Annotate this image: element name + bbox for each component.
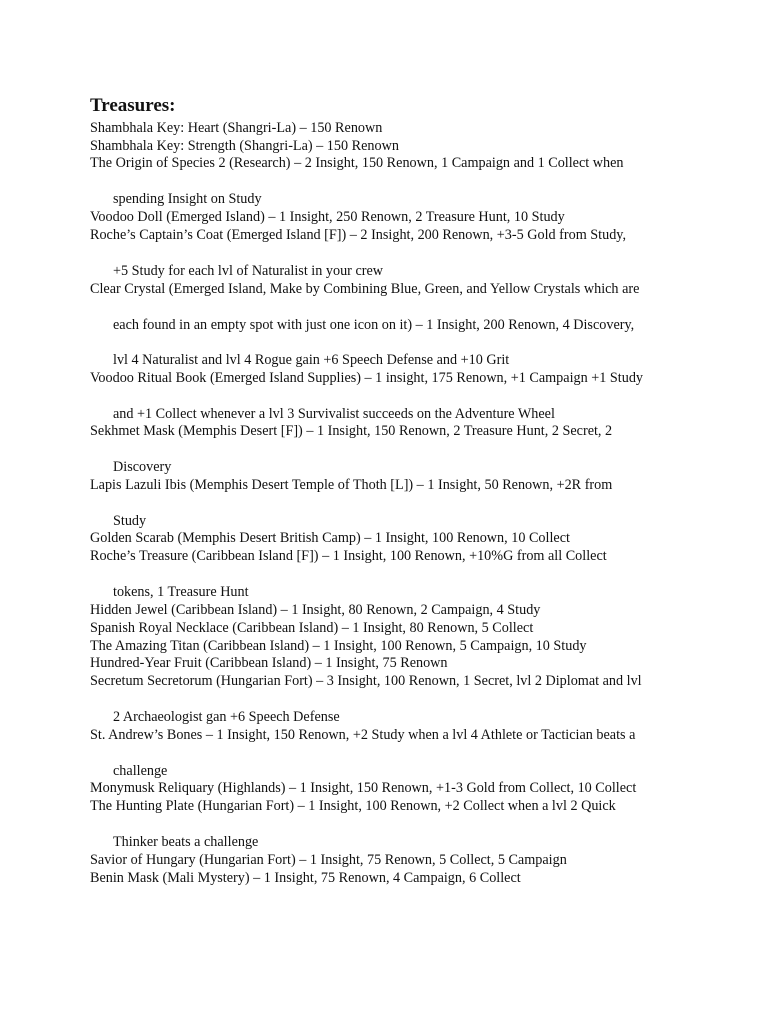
treasure-entry: Roche’s Captain’s Coat (Emerged Island [F]) – 2 Insight, 200 Renown, +3-5 Gold from Study, bbox=[90, 227, 627, 243]
treasure-entry-continuation: and +1 Collect whenever a lvl 3 Survivalist succeeds on the Adventure Wheel bbox=[113, 406, 555, 422]
treasure-entry-continuation: +5 Study for each lvl of Naturalist in your crew bbox=[113, 263, 384, 279]
page-heading: Treasures: bbox=[90, 95, 176, 116]
treasure-entry: Shambhala Key: Heart (Shangri-La) – 150 Renown bbox=[90, 120, 383, 136]
treasure-entry-continuation: lvl 4 Naturalist and lvl 4 Rogue gain +6 Speech Defense and +10 Grit bbox=[113, 352, 510, 368]
treasure-entry: Golden Scarab (Memphis Desert British Camp) – 1 Insight, 100 Renown, 10 Collect bbox=[90, 530, 570, 546]
treasure-entry: The Hunting Plate (Hungarian Fort) – 1 Insight, 100 Renown, +2 Collect when a lvl 2 Quick bbox=[90, 798, 616, 814]
treasure-entry: Shambhala Key: Strength (Shangri-La) – 150 Renown bbox=[90, 138, 399, 154]
treasure-entry-continuation: 2 Archaeologist gan +6 Speech Defense bbox=[113, 709, 340, 725]
treasure-entry-continuation: Study bbox=[113, 513, 147, 529]
treasure-entry: Secretum Secretorum (Hungarian Fort) – 3 Insight, 100 Renown, 1 Secret, lvl 2 Diplomat and lvl bbox=[90, 673, 642, 689]
treasure-entry-continuation: Thinker beats a challenge bbox=[113, 834, 259, 850]
treasure-entry: Roche’s Treasure (Caribbean Island [F]) – 1 Insight, 100 Renown, +10%G from all Collect bbox=[90, 548, 607, 564]
treasure-entry: Monymusk Reliquary (Highlands) – 1 Insight, 150 Renown, +1-3 Gold from Collect, 10 Collect bbox=[90, 780, 637, 796]
treasure-entry: Hundred-Year Fruit (Caribbean Island) – 1 Insight, 75 Renown bbox=[90, 655, 448, 671]
treasure-entry-continuation: tokens, 1 Treasure Hunt bbox=[113, 584, 249, 600]
treasure-entry: Voodoo Ritual Book (Emerged Island Supplies) – 1 insight, 175 Renown, +1 Campaign +1 Study bbox=[90, 370, 644, 386]
treasure-entry-continuation: each found in an empty spot with just one icon on it) – 1 Insight, 200 Renown, 4 Discovery, bbox=[113, 317, 635, 333]
treasure-entry: Lapis Lazuli Ibis (Memphis Desert Temple of Thoth [L]) – 1 Insight, 50 Renown, +2R from bbox=[90, 477, 613, 493]
treasure-entry: Benin Mask (Mali Mystery) – 1 Insight, 75 Renown, 4 Campaign, 6 Collect bbox=[90, 870, 521, 886]
treasure-entry: St. Andrew’s Bones – 1 Insight, 150 Renown, +2 Study when a lvl 4 Athlete or Tactician beats a bbox=[90, 727, 636, 743]
treasure-entry: Hidden Jewel (Caribbean Island) – 1 Insight, 80 Renown, 2 Campaign, 4 Study bbox=[90, 602, 541, 618]
treasure-entry: Clear Crystal (Emerged Island, Make by Combining Blue, Green, and Yellow Crystals which are bbox=[90, 281, 640, 297]
treasure-entry: Sekhmet Mask (Memphis Desert [F]) – 1 Insight, 150 Renown, 2 Treasure Hunt, 2 Secret, 2 bbox=[90, 423, 613, 439]
treasure-entry: The Origin of Species 2 (Research) – 2 Insight, 150 Renown, 1 Campaign and 1 Collect when bbox=[90, 155, 624, 171]
treasure-entry-continuation: challenge bbox=[113, 763, 168, 779]
treasure-entry: Voodoo Doll (Emerged Island) – 1 Insight, 250 Renown, 2 Treasure Hunt, 10 Study bbox=[90, 209, 565, 225]
treasure-entry: Savior of Hungary (Hungarian Fort) – 1 Insight, 75 Renown, 5 Collect, 5 Campaign bbox=[90, 852, 567, 868]
treasure-entry-continuation: Discovery bbox=[113, 459, 172, 475]
treasure-entry: Spanish Royal Necklace (Caribbean Island) – 1 Insight, 80 Renown, 5 Collect bbox=[90, 620, 534, 636]
treasure-entry: The Amazing Titan (Caribbean Island) – 1 Insight, 100 Renown, 5 Campaign, 10 Study bbox=[90, 638, 587, 654]
treasure-entry-continuation: spending Insight on Study bbox=[113, 191, 262, 207]
